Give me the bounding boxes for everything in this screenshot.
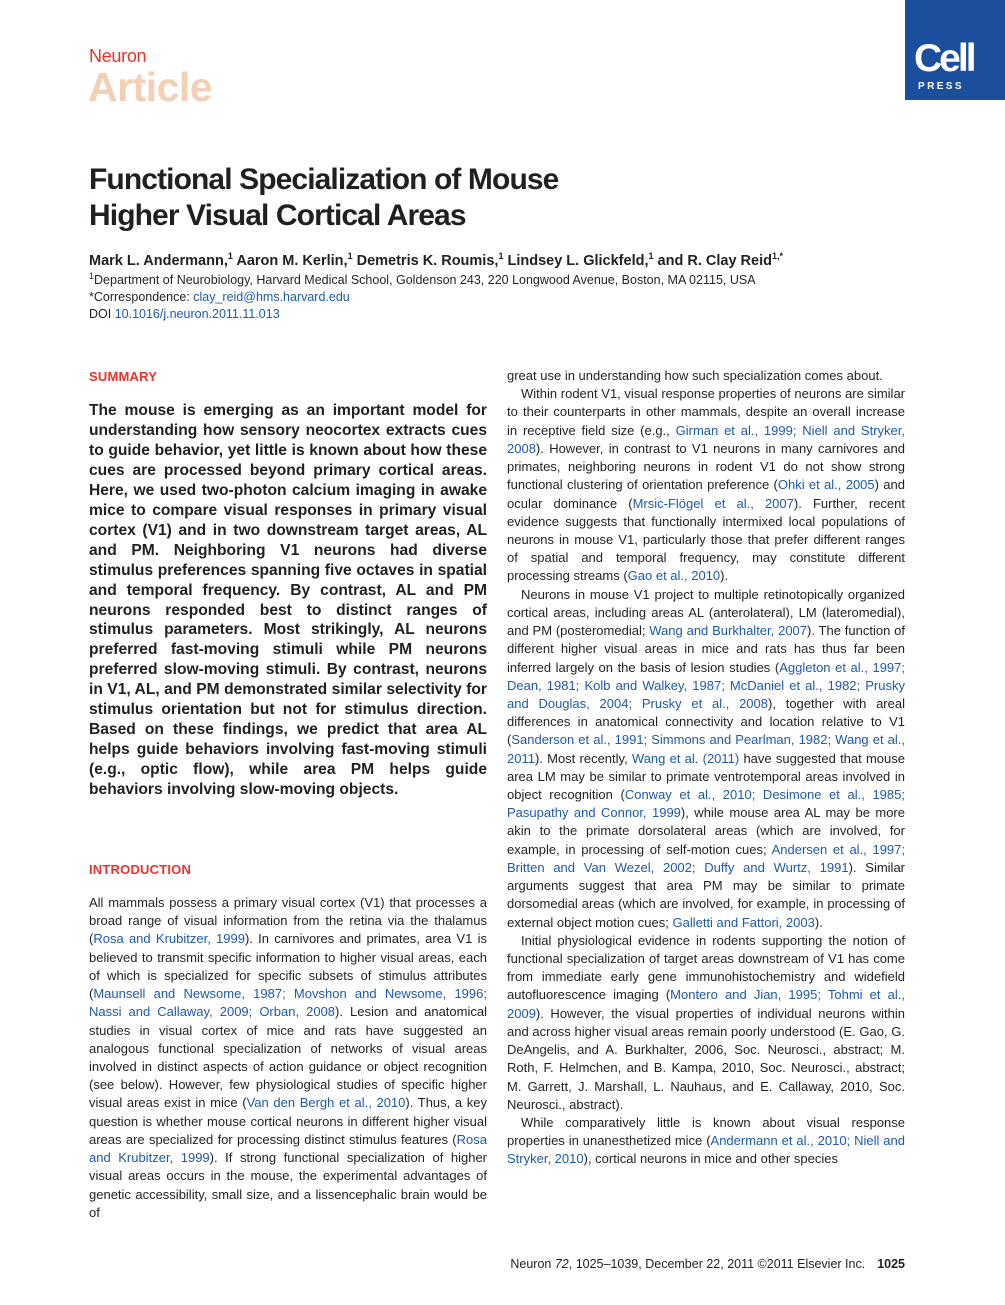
citation-link[interactable]: Girman et al., 1999; Niell and Stryker, 2008 [507, 422, 905, 456]
page-footer [488, 1257, 905, 1271]
footer-citation: , 1025–1039, December 22, 2011 ©2011 Elsevier Inc. [568, 1257, 866, 1271]
citation-link[interactable]: Van den Bergh et al., 2010 [246, 1095, 406, 1111]
author-affiliation-marker: 1,* [771, 251, 783, 262]
author-name: and R. Clay Reid [657, 253, 772, 269]
introduction-left-column [89, 894, 487, 1222]
citation-link[interactable]: Rosa and Krubitzer, 1999 [93, 931, 245, 947]
journal-name: Neuron [89, 46, 147, 66]
author-name: Demetris K. Roumis, [356, 253, 499, 269]
citation-link[interactable]: Mrsic-Flögel et al., 2007 [632, 495, 794, 511]
doi-link[interactable]: 10.1016/j.neuron.2011.11.013 [114, 307, 280, 321]
body-paragraph: great use in understanding how such specialization comes about. [507, 368, 883, 383]
citation-link[interactable]: Aggleton et al., 1997; Dean, 1981; Kolb and Walkey, 1987; McDaniel et al., 1982; Prusky and Douglas, 2004; Prusky et al., 2008 [507, 659, 905, 711]
cell-press-logo [905, 0, 1005, 100]
citation-link[interactable]: Montero and Jian, 1995; Tohmi et al., 2009 [507, 987, 906, 1021]
summary-heading: SUMMARY [89, 369, 158, 384]
title-line-2: Higher Visual Cortical Areas [89, 199, 466, 232]
author-affiliation-marker: 1 [648, 251, 654, 262]
summary-text: The mouse is emerging as an important model for understanding how sensory neocortex extracts cues to guide behavior, yet little is known about how these cues are processed beyond primary cortical areas. Here, we used two-photon calcium imaging in awake mice to compare visual responses in primary visual cortex (V1) and in two downstream target areas, AL and PM. Neighboring V1 neurons had diverse stimulus preferences spanning five octaves in spatial and temporal frequency. By contrast, AL and PM neurons responded best to distinct ranges of stimulus parameters. Most strikingly, AL neurons preferred fast-moving stimuli while PM neurons preferred slow-moving stimuli. By contrast, neurons in V1, AL, and PM demonstrated similar selectivity for stimulus orientation but not for stimulus direction. Based on these findings, we predict that area AL helps guide behaviors involving fast-moving stimuli (e.g., optic flow), while area PM helps guide behaviors involving slow-moving objects. [89, 402, 487, 799]
article-title [89, 162, 729, 234]
author-affiliation-marker: 1 [347, 251, 353, 262]
body-paragraph: Within rodent V1, visual response properties of neurons are similar to their counterparts in other mammals, despite an overall increase in receptive field size (e.g., Girman et al., 1999; Niell and Stryker, 2008). However, in contrast to V1 neurons in many carnivores and primates, neighboring neurons in rodent V1 do not show strong functional clustering of orientation preference (Ohki et al., 2005) and ocular dominance (Mrsic-Flögel et al., 2007). Further, recent evidence suggests that functionally intermixed local populations of neurons in mouse V1, particularly those that prefer different ranges of spatial and temporal frequency, may constitute different processing streams (Gao et al., 2010). [507, 386, 905, 584]
footer-volume: 72 [554, 1257, 569, 1271]
logo-wordmark: Cell [914, 37, 974, 80]
author-name: Lindsey L. Glickfeld, [507, 253, 649, 269]
correspondence: *Correspondence: clay_reid@hms.harvard.edu [89, 290, 350, 304]
author-list [89, 253, 783, 269]
correspondence-email-link[interactable]: clay_reid@hms.harvard.edu [193, 290, 350, 304]
author-name: Aaron M. Kerlin, [236, 253, 348, 269]
citation-link[interactable]: Ohki et al., 2005 [777, 477, 875, 493]
author-affiliation-marker: 1 [227, 251, 233, 262]
citation-link[interactable]: Gao et al., 2010 [627, 568, 721, 584]
citation-link[interactable]: Maunsell and Newsome, 1987; Movshon and Newsome, 1996; Nassi and Callaway, 2009; Orban, 2008 [89, 986, 487, 1020]
citation-link[interactable]: Conway et al., 2010; Desimone et al., 1985; Pasupathy and Connor, 1999 [507, 787, 905, 821]
citation-link[interactable]: Andersen et al., 1997; Britten and Van Wezel, 2002; Duffy and Wurtz, 1991 [507, 841, 905, 875]
title-line-1: Functional Specialization of Mouse [89, 163, 559, 196]
logo-subtext: PRESS [918, 81, 964, 92]
citation-link[interactable]: Sanderson et al., 1991; Simmons and Pearlman, 1982; Wang et al., 2011 [507, 732, 905, 766]
author-name: Mark L. Andermann, [89, 253, 228, 269]
introduction-right-column [507, 367, 905, 1169]
footer-journal: Neuron [510, 1257, 555, 1271]
body-paragraph: Neurons in mouse V1 project to multiple retinotopically organized cortical areas, including areas AL (anterolateral), LM (lateromedial), and PM (posteromedial; Wang and Burkhalter, 2007). The function of different higher visual areas in mice and rats has thus far been inferred largely on the basis of lesion studies (Aggleton et al., 1997; Dean, 1981; Kolb and Walkey, 1987; McDaniel et al., 1982; Prusky and Douglas, 2004; Prusky et al., 2008), together with areal differences in anatomical connectivity and location relative to V1 (Sanderson et al., 1991; Simmons and Pearlman, 1982; Wang et al., 2011). Most recently, Wang et al. (2011) have suggested that mouse area LM may be similar to primate ventrotemporal areas involved in object recognition (Conway et al., 2010; Desimone et al., 1985; Pasupathy and Connor, 1999), while mouse area AL may be more akin to the primate dorsolateral areas (which are involved, for example, in processing of self-motion cues; Andersen et al., 1997; Britten and Van Wezel, 2002; Duffy and Wurtz, 1991). Similar arguments suggest that area PM may be similar to primate dorsomedial areas (which are involved, for example, in processing of external object motion cues; Galletti and Fattori, 2003). [507, 586, 906, 930]
citation-link[interactable]: Wang et al. (2011) [631, 750, 740, 766]
citation-link[interactable]: Wang and Burkhalter, 2007 [649, 623, 808, 639]
page-number: 1025 [877, 1257, 905, 1271]
citation-link[interactable]: Galletti and Fattori, 2003 [672, 914, 815, 930]
affiliation: $^1$Department of Neurobiology, Harvard Medical School, Goldenson 243, 220 Longwood Avenue, Boston, MA 02115, USA [89, 270, 756, 287]
body-paragraph: While comparatively little is known about visual response properties in unanesthetized mice (Andermann et al., 2010; Niell and Stryker, 2010), cortical neurons in mice and other species [507, 1114, 905, 1167]
introduction-heading: INTRODUCTION [89, 862, 192, 877]
body-paragraph: All mammals possess a primary visual cortex (V1) that processes a broad range of visual information from the retina via the thalamus (Rosa and Krubitzer, 1999). In carnivores and primates, area V1 is believed to transmit specific information to higher visual areas, each of which is specialized for specific subsets of stimulus attributes (Maunsell and Newsome, 1987; Movshon and Newsome, 1996; Nassi and Callaway, 2009; Orban, 2008). Lesion and anatomical studies in visual cortex of mice and rats have suggested an analogous functional specialization of networks of visual areas involved in distinct aspects of action guidance or object recognition (see below). However, few physiological studies of specific higher visual areas exist in mice (Van den Bergh et al., 2010). Thus, a key question is whether mouse cortical neurons in different higher visual areas are specialized for processing distinct stimulus features (Rosa and Krubitzer, 1999). If strong functional specialization of higher visual areas occurs in the mouse, the experimental advantages of genetic accessibility, small size, and a lissencephalic brain would be of [89, 895, 488, 1220]
author-affiliation-marker: 1 [498, 251, 504, 262]
doi: DOI 10.1016/j.neuron.2011.11.013 [89, 307, 280, 321]
citation-link[interactable]: Rosa and Krubitzer, 1999 [89, 1131, 487, 1166]
body-paragraph: Initial physiological evidence in rodents supporting the notion of functional specialization of target areas downstream of V1 has come from immediate early gene immunohistochemistry and widefield autofluorescence imaging (Montero and Jian, 1995; Tohmi et al., 2009). However, the visual properties of individual neurons within and across higher visual areas remain poorly understood (E. Gao, G. DeAngelis, and A. Burkhalter, 2006, Soc. Neurosci., abstract; M. Roth, F. Helmchen, and B. Kampa, 2010, Soc. Neurosci., abstract; M. Garrett, J. Marshall, L. Nauhaus, and E. Callaway, 2010, Soc. Neurosci., abstract). [507, 932, 906, 1112]
article-type-label: Article [88, 64, 213, 110]
citation-link[interactable]: Andermann et al., 2010; Niell and Stryker, 2010 [507, 1133, 905, 1167]
